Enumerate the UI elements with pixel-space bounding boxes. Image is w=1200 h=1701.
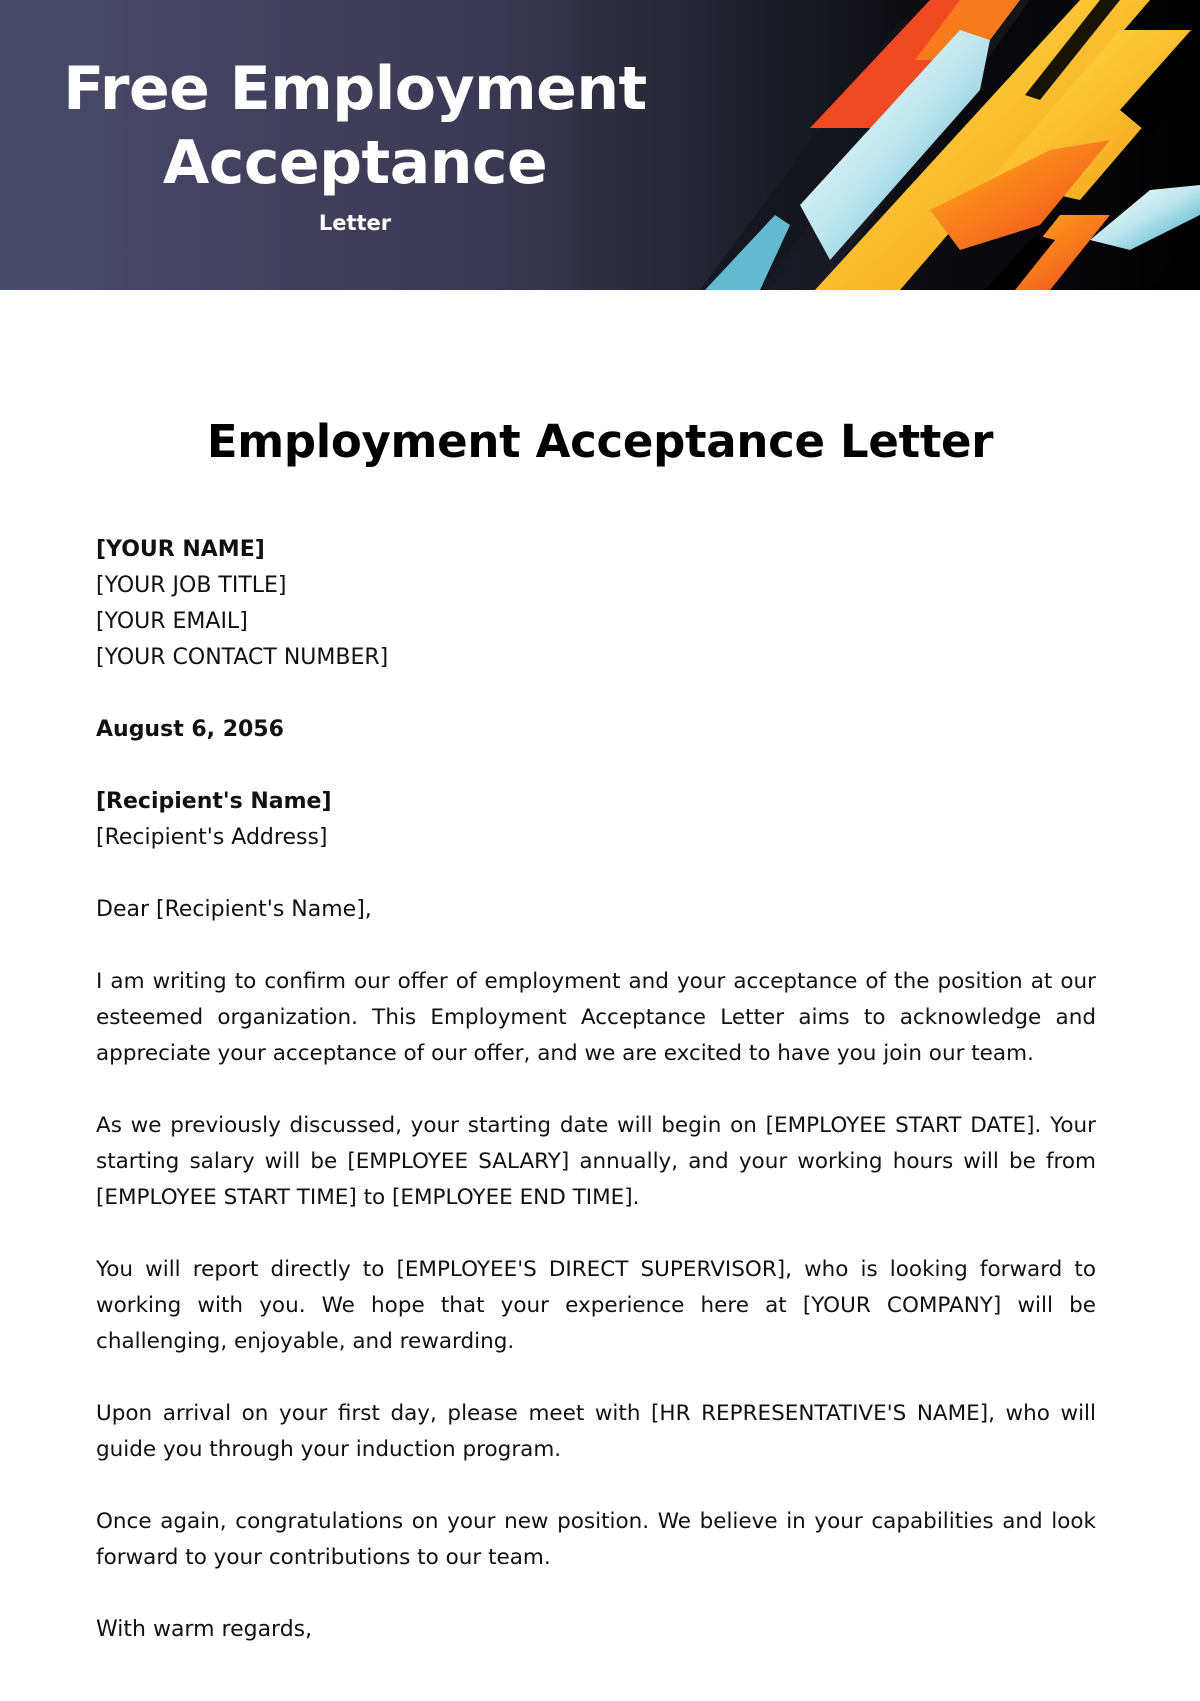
closing-block (96, 1612, 1096, 1648)
salutation: Dear [Recipient's Name], (96, 897, 372, 922)
sender-email: [YOUR EMAIL] (96, 609, 248, 634)
recipient-name: [Recipient's Name] (96, 789, 332, 814)
sender-name: [YOUR NAME] (96, 537, 265, 562)
recipient-block (96, 784, 1096, 856)
closing: With warm regards, (96, 1617, 313, 1642)
sender-contact-number: [YOUR CONTACT NUMBER] (96, 645, 389, 670)
document-title: Employment Acceptance Letter (206, 415, 994, 468)
recipient-address: [Recipient's Address] (96, 825, 328, 850)
letter-body (96, 532, 1096, 1684)
paragraph-2: As we previously discussed, your starting date will begin on [EMPLOYEE START DATE]. Your starting salary will be [EMPLOYEE SALARY] annually, and your working hours will be from [EMPLOYEE START TIME] to [EMPLOYEE END TIME]. (96, 1113, 1096, 1210)
sender-job-title: [YOUR JOB TITLE] (96, 573, 287, 598)
paragraph-1: I am writing to confirm our offer of employment and your acceptance of the position at our esteemed organization. This Employment Acceptance Letter aims to acknowledge and appreciate your acceptance of our offer, and we are excited to have you join our team. (96, 969, 1096, 1066)
paragraph-3: You will report directly to [EMPLOYEE'S DIRECT SUPERVISOR], who is looking forward to working with you. We hope that your experience here at [YOUR COMPANY] will be challenging, enjoyable, and rewarding. (96, 1257, 1096, 1354)
banner-subtitle: Letter (318, 211, 392, 235)
date-block (96, 712, 1096, 748)
paragraph-5: Once again, congratulations on your new position. We believe in your capabilities and look forward to your contributions to our team. (96, 1509, 1096, 1570)
salutation-block (96, 892, 1096, 928)
header-banner (0, 0, 1200, 290)
sender-block (96, 532, 1096, 676)
paragraph-4: Upon arrival on your first day, please meet with [HR REPRESENTATIVE'S NAME], who will guide you through your induction program. (96, 1401, 1096, 1462)
banner-title: Free Employment Acceptance (63, 54, 647, 198)
letter-date: August 6, 2056 (96, 717, 284, 742)
